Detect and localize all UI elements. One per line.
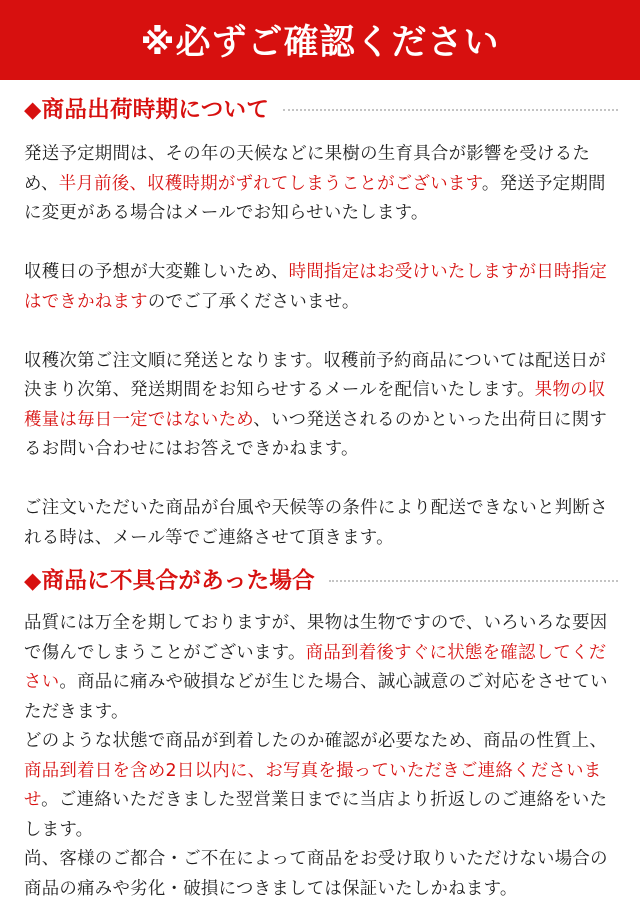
text-segment: のでご了承くださいませ。 [147, 291, 360, 312]
text-segment: 収穫次第ご注文順に発送となります。収穫前予約商品については配送日が決まり次第、発送期間をお知らせするメールを配信いたします。 [24, 350, 607, 400]
text-segment: 。商品に痛みや破損などが生じた場合、誠心誠意のご対応をさせていただきます。 [24, 672, 608, 722]
text-segment: 尚、客様のご都合・ご不在によって商品をお受け取りいただけない場合の商品の痛みや劣化・破損につきましては保証いたしかねます。 [24, 849, 608, 899]
paragraph-shipping-3 [24, 347, 618, 465]
section-heading-defects [24, 563, 618, 595]
section-heading-shipping [24, 92, 618, 124]
notice-banner [0, 0, 640, 80]
text-segment: 収穫日の予想が大変難しいため、 [24, 262, 289, 282]
section-title-defects: ◆商品に不具合があった場合 [24, 568, 315, 594]
highlight-segment: 商品到着日を含め2日以内に、お写真を撮っていただきご連絡くださいませ [24, 760, 602, 810]
text-segment: 。ご連絡いただきました翌営業日までに当店より折返しのご連絡をいたします。 [24, 790, 608, 840]
section-title-shipping: ◆商品出荷時期について [24, 97, 270, 123]
paragraph-shipping-1 [24, 140, 618, 229]
paragraph-defects-3 [24, 845, 618, 904]
paragraph-defects-2 [24, 727, 618, 845]
highlight-segment: 時間指定はお受けいたしますが日時指定はできかねます [24, 262, 608, 312]
banner-title: ※必ずご確認ください [140, 23, 500, 63]
dotted-divider [329, 580, 618, 582]
paragraph-defects-1 [24, 609, 618, 727]
highlight-segment: 商品到着後すぐに状態を確認してください [24, 642, 607, 692]
text-segment: 、いつ発送されるのかといった出荷日に関するお問い合わせにはお答えできかねます。 [24, 409, 608, 459]
paragraph-shipping-4 [24, 494, 618, 553]
notice-content [0, 92, 640, 904]
text-segment: 。発送予定期間に変更がある場合はメールでお知らせいたします。 [24, 173, 606, 223]
paragraph-shipping-2 [24, 258, 618, 317]
dotted-divider [283, 109, 618, 111]
highlight-segment: 半月前後、収穫時期がずれてしまうことがございます [58, 173, 482, 194]
text-segment: 発送予定期間は、その年の天候などに果樹の生育具合が影響を受けるため、 [24, 144, 591, 194]
text-segment: どのような状態で商品が到着したのか確認が必要なため、商品の性質上、 [24, 731, 608, 751]
text-segment: ご注文いただいた商品が台風や天候等の条件により配送できないと判断される時は、メール等でご連絡させて頂きます。 [24, 498, 608, 548]
text-segment: 品質には万全を期しておりますが、果物は生物ですので、いろいろな要因で傷んでしまうことがございます。 [24, 613, 608, 663]
highlight-segment: 果物の収穫量は毎日一定ではないため [24, 380, 606, 430]
